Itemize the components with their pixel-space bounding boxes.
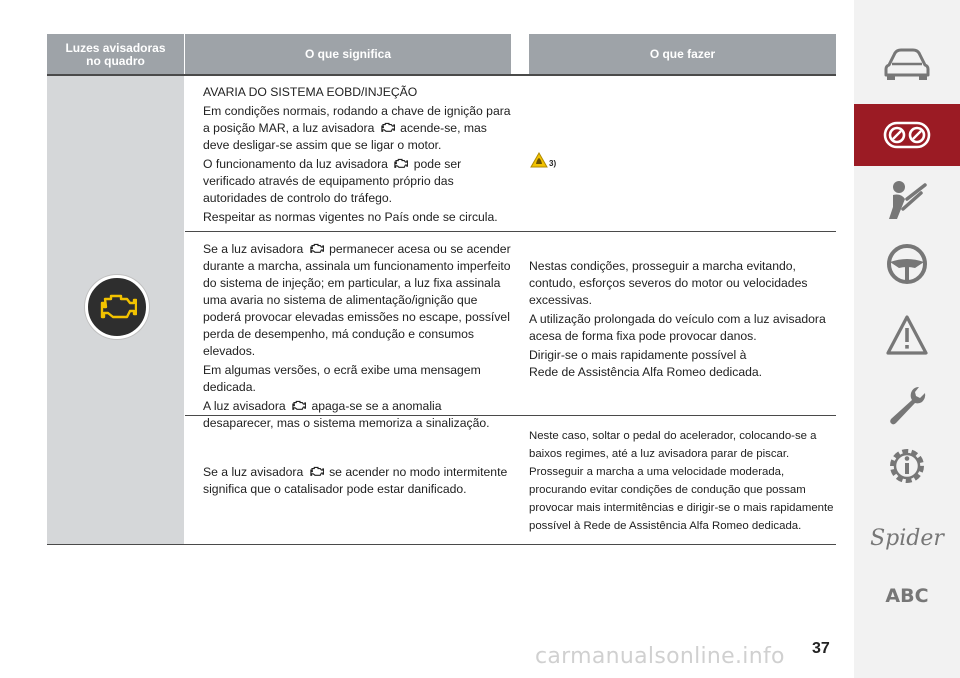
- engine-inline-icon: [309, 243, 324, 254]
- steering-wheel-icon: [885, 242, 929, 286]
- row2-action-1: Nestas condições, prosseguir a marcha evitando, contudo, esforços severos do motor ou velocidades excessivas.: [529, 259, 808, 307]
- warning-triangle-icon: [885, 314, 929, 356]
- row2-action-4: Rede de Assistência Alfa Romeo dedicada.: [529, 365, 763, 379]
- row2-p3-text-b: apaga-se se a anomalia desaparecer, mas o sistema memoriza a sinalização.: [203, 399, 490, 430]
- header-lamps-line1: Luzes avisadoras: [65, 40, 166, 55]
- page-number: 37: [812, 640, 830, 657]
- row3-p1-text-a: Se a luz avisadora: [203, 465, 304, 479]
- row1-title: AVARIA DO SISTEMA EOBD/INJEÇÃO: [203, 85, 418, 99]
- row1-p2-text-a: O funcionamento da luz avisadora: [203, 157, 388, 171]
- row2-action: [529, 258, 837, 383]
- sidebar-item-maintenance[interactable]: [854, 380, 960, 430]
- engine-inline-icon: [393, 158, 408, 169]
- sidebar-item-dashboard[interactable]: [854, 104, 960, 166]
- row2-paragraph-2: Em algumas versões, o ecrã exibe uma mensagem dedicada.: [203, 363, 481, 394]
- row3-paragraph-1: [203, 464, 513, 498]
- row2-action-3: Dirigir-se o mais rapidamente possível à: [529, 348, 747, 362]
- warning-reference-number: 3): [549, 159, 557, 168]
- sidebar-item-car[interactable]: [854, 38, 960, 90]
- row2-p3-text-a: A luz avisadora: [203, 399, 286, 413]
- row2-meaning: [203, 241, 513, 434]
- seatbelt-icon: [885, 179, 929, 223]
- check-engine-icon: [97, 293, 137, 321]
- sidebar-item-driving[interactable]: [854, 238, 960, 290]
- engine-warning-lamp: [85, 275, 149, 339]
- watermark: carmanualsonline.info: [535, 644, 785, 669]
- sidebar-item-emergency[interactable]: [854, 310, 960, 360]
- chapter-sidebar: [854, 0, 960, 678]
- row1-paragraph-2: [203, 156, 513, 207]
- spider-logo[interactable]: Spider: [870, 525, 944, 551]
- lamp-column: [47, 76, 184, 544]
- row2-p1-text-a: Se a luz avisadora: [203, 242, 304, 256]
- row-divider-2: [185, 415, 836, 416]
- row1-p1-text-b: acende-se, mas deve desligar-se assim que se ligar o motor.: [203, 121, 487, 152]
- row1-meaning: [203, 84, 513, 228]
- car-icon: [883, 47, 931, 81]
- header-lamps-line2: no quadro: [86, 53, 145, 68]
- row1-paragraph-3: Respeitar as normas vigentes no País onde se circula.: [203, 210, 498, 224]
- wrench-icon: [885, 383, 929, 427]
- row1-p2-text-b: pode ser verificado através de equipamento próprio das autoridades de controlo do tráfego.: [203, 157, 462, 205]
- row3-action: [529, 427, 839, 537]
- row2-action-2: A utilização prolongada do veículo com a luz avisadora acesa de forma fixa pode provocar danos.: [529, 312, 826, 343]
- row-divider-1: [185, 231, 836, 232]
- row2-paragraph-1: [203, 241, 513, 360]
- table-bottom-line: [47, 544, 836, 545]
- engine-inline-icon: [380, 122, 395, 133]
- engine-inline-icon: [291, 400, 306, 411]
- row3-action-text: Neste caso, soltar o pedal do acelerador, colocando-se a baixos regimes, até a luz avisadora parar de piscar. Prosseguir a marcha a uma velocidade moderada, procurando evitar condições de condução que possam provocar mais intermitências e dirigir-se o mais rapidamente possível à Rede de Assistência Alfa Romeo dedicada.: [529, 430, 834, 532]
- dashboard-icon: [883, 121, 931, 149]
- row3-p1-text-b: se acender no modo intermitente significa que o catalisador pode estar danificado.: [203, 465, 508, 496]
- row1-paragraph-1: [203, 103, 513, 154]
- row1-p1-text-a: Em condições normais, rodando a chave de ignição para a posição MAR, a luz avisadora: [203, 104, 511, 135]
- info-gear-icon: [884, 443, 930, 489]
- header-meaning: O que significa: [185, 34, 511, 75]
- header-action: O que fazer: [529, 34, 836, 75]
- row3-meaning: [203, 464, 513, 500]
- engine-inline-icon: [309, 466, 324, 477]
- header-lamps: [47, 34, 184, 75]
- row2-p1-text-b: permanecer acesa ou se acender durante a marcha, assinala um funcionamento imperfeito do sistema de injeção; em particular, a luz fixa assinala uma avaria no sistema de alimentação/ignição que poderá provocar elevadas emissões no escape, possível perda de desempenho, má condução e consumos elevados.: [203, 242, 511, 358]
- sidebar-item-safety[interactable]: [854, 176, 960, 226]
- sidebar-item-technical[interactable]: [854, 440, 960, 492]
- warning-hand-icon: [530, 152, 548, 168]
- warning-reference[interactable]: [530, 152, 556, 168]
- sidebar-item-index[interactable]: ABC: [885, 585, 929, 607]
